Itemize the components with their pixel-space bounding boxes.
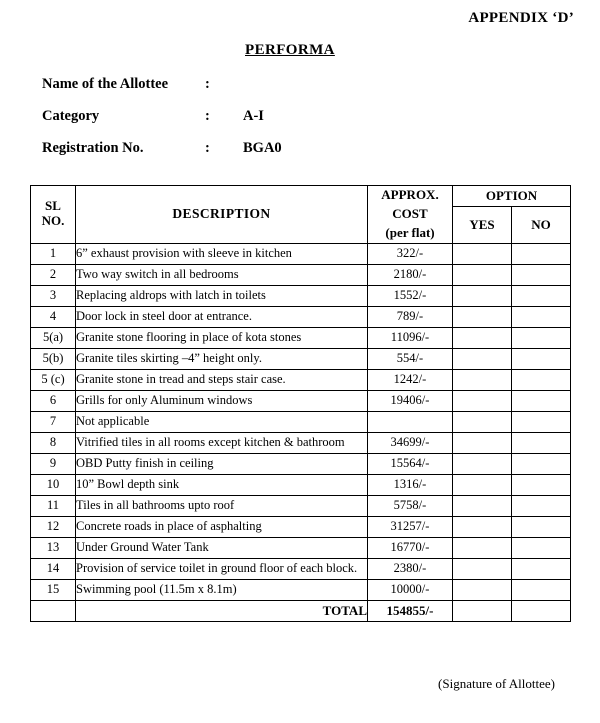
field-colon-name: : [205,76,210,92]
table-row [31,537,571,558]
table-row [31,285,571,306]
cell-option-yes[interactable] [453,285,512,306]
cell-option-yes[interactable] [453,432,512,453]
cell-option-no[interactable] [512,516,571,537]
cell-sl: 2 [31,264,76,285]
cell-option-no[interactable] [512,285,571,306]
cell-sl: 1 [31,243,76,264]
cell-cost: 16770/- [368,537,453,558]
cell-cost: 11096/- [368,327,453,348]
field-label-category: Category [42,108,100,124]
cell-option-yes[interactable] [453,327,512,348]
cell-sl: 15 [31,579,76,600]
cell-cost: 19406/- [368,390,453,411]
header-cost-line1: APPROX. [381,187,439,202]
field-colon-category: : [205,108,210,124]
cell-option-no[interactable] [512,327,571,348]
cell-option-yes[interactable] [453,306,512,327]
cell-cost: 1242/- [368,369,453,390]
cell-description: Replacing aldrops with latch in toilets [76,285,368,306]
table-row [31,495,571,516]
header-cost-line2: COST [392,205,428,221]
cell-description: 6” exhaust provision with sleeve in kitchen [76,243,368,264]
table-row [31,264,571,285]
cell-description: Swimming pool (11.5m x 8.1m) [76,579,368,600]
table-row [31,516,571,537]
cell-description: Door lock in steel door at entrance. [76,306,368,327]
cell-sl: 11 [31,495,76,516]
cell-option-yes[interactable] [453,474,512,495]
cell-option-no[interactable] [512,579,571,600]
cell-cost: 1552/- [368,285,453,306]
cell-option-yes[interactable] [453,495,512,516]
header-yes: YES [453,207,512,244]
table-row [31,369,571,390]
cell-option-yes[interactable] [453,264,512,285]
cell-option-no[interactable] [512,411,571,432]
table-head [31,186,571,244]
cell-option-yes[interactable] [453,369,512,390]
cell-cost: 2380/- [368,558,453,579]
cell-option-yes[interactable] [453,516,512,537]
cell-description: Granite stone in tread and steps stair case. [76,369,368,390]
table-row [31,411,571,432]
total-option-yes [453,600,512,621]
cell-cost: 322/- [368,243,453,264]
total-label: TOTAL [76,600,368,621]
header-sl-line1: SL [45,198,61,214]
cell-option-yes[interactable] [453,243,512,264]
cell-sl: 3 [31,285,76,306]
cell-description: Concrete roads in place of asphalting [76,516,368,537]
cell-description: Not applicable [76,411,368,432]
cell-option-yes[interactable] [453,411,512,432]
table-row [31,579,571,600]
table-row [31,558,571,579]
cell-description: Under Ground Water Tank [76,537,368,558]
cell-sl: 5(b) [31,348,76,369]
cell-option-no[interactable] [512,453,571,474]
cell-option-no[interactable] [512,474,571,495]
header-description: DESCRIPTION [76,186,368,244]
cell-option-yes[interactable] [453,558,512,579]
field-colon-registration: : [205,140,210,156]
cell-sl: 8 [31,432,76,453]
cell-option-no[interactable] [512,264,571,285]
cell-cost: 789/- [368,306,453,327]
cell-option-yes[interactable] [453,453,512,474]
cell-cost: 5758/- [368,495,453,516]
total-empty-cell [31,600,76,621]
header-cost-line3: (per flat) [385,224,435,240]
field-value-category[interactable]: A-I [243,108,264,124]
cell-sl: 12 [31,516,76,537]
cell-cost: 2180/- [368,264,453,285]
table-body [31,243,571,621]
cell-sl: 9 [31,453,76,474]
cell-cost: 15564/- [368,453,453,474]
cell-sl: 6 [31,390,76,411]
performa-title: PERFORMA [245,42,335,58]
cell-description: Vitrified tiles in all rooms except kitchen & bathroom [76,432,368,453]
cell-description: Grills for only Aluminum windows [76,390,368,411]
cell-cost: 31257/- [368,516,453,537]
cell-description: Granite stone flooring in place of kota stones [76,327,368,348]
table-row [31,474,571,495]
header-sl-no [31,186,76,244]
cell-option-no[interactable] [512,243,571,264]
header-sl-line2: NO. [41,213,65,229]
table-row [31,243,571,264]
cell-option-no[interactable] [512,495,571,516]
cell-option-no[interactable] [512,348,571,369]
cell-option-no[interactable] [512,558,571,579]
table-header-row-1 [31,186,571,207]
cell-option-no[interactable] [512,306,571,327]
cell-cost [368,411,453,432]
cell-option-no[interactable] [512,537,571,558]
appendix-title: APPENDIX ‘D’ [468,10,574,26]
cell-sl: 4 [31,306,76,327]
cell-description: Tiles in all bathrooms upto roof [76,495,368,516]
cell-option-yes[interactable] [453,537,512,558]
cell-description: Granite tiles skirting –4” height only. [76,348,368,369]
header-approx-cost [368,186,453,244]
table-row [31,306,571,327]
cell-cost: 34699/- [368,432,453,453]
cell-option-no[interactable] [512,390,571,411]
cell-sl: 7 [31,411,76,432]
field-label-registration: Registration No. [42,140,144,156]
cell-option-no[interactable] [512,369,571,390]
header-no: NO [512,207,571,244]
cell-description: Provision of service toilet in ground floor of each block. [76,558,368,579]
cell-description: OBD Putty finish in ceiling [76,453,368,474]
cell-sl: 14 [31,558,76,579]
table-row [31,453,571,474]
cell-sl: 13 [31,537,76,558]
cell-option-no[interactable] [512,432,571,453]
total-value: 154855/- [368,600,453,621]
cell-sl: 5 (c) [31,369,76,390]
header-option: OPTION [453,186,571,207]
total-option-no [512,600,571,621]
field-label-name: Name of the Allottee [42,76,169,92]
field-row-registration [42,140,522,157]
cell-sl: 5(a) [31,327,76,348]
cell-option-yes[interactable] [453,390,512,411]
field-value-registration[interactable]: BGA0 [243,140,282,156]
cell-sl: 10 [31,474,76,495]
options-table [30,185,571,622]
table-row [31,432,571,453]
field-row-category [42,108,522,125]
signature-line: (Signature of Allottee) [438,676,555,691]
table-total-row [31,600,571,621]
table-row [31,348,571,369]
table-row [31,327,571,348]
field-row-name [42,76,522,93]
cell-option-yes[interactable] [453,579,512,600]
cell-description: Two way switch in all bedrooms [76,264,368,285]
cell-cost: 554/- [368,348,453,369]
table-row [31,390,571,411]
cell-cost: 10000/- [368,579,453,600]
cell-description: 10” Bowl depth sink [76,474,368,495]
cell-option-yes[interactable] [453,348,512,369]
cell-cost: 1316/- [368,474,453,495]
allottee-fields [42,76,522,172]
